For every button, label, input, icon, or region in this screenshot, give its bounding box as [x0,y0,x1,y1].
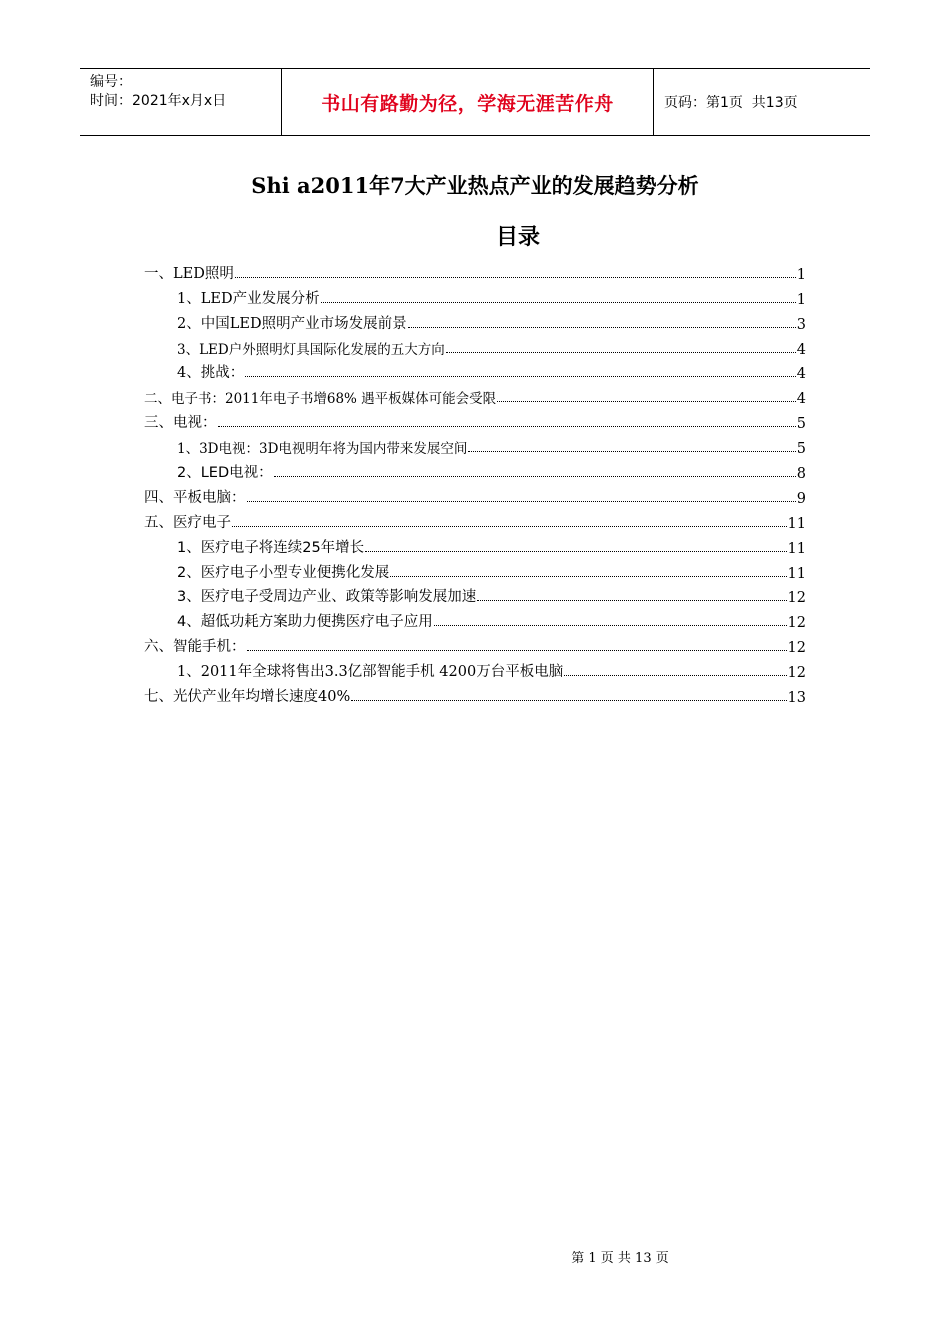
toc-entry-text: 4、超低功耗方案助力便携医疗电子应用 [177,614,433,631]
toc-entry[interactable] [144,532,806,557]
toc-entry-page: 11 [787,515,806,532]
header-page-info: 页码：第1页 共13页 [664,95,798,111]
toc-entry[interactable] [144,457,806,482]
header-motto: 书山有路勤为径，学海无涯苦作舟 [321,92,614,115]
document-header [80,68,870,136]
date-label: 时间：2021年x月x日 [90,93,227,109]
toc-leader-dots [390,576,786,577]
toc-entry-text: 3、医疗电子受周边产业、政策等影响发展加速 [177,589,477,606]
toc-leader-dots [351,700,786,701]
toc-leader-dots [477,600,786,601]
toc-entry-page: 11 [787,565,806,582]
toc-entry-text: 二、电子书：2011年电子书增68% 遇平板媒体可能会受限 [144,391,497,408]
header-motto-cell [281,69,654,135]
toc-entry-page: 8 [796,466,806,483]
toc-entry[interactable] [144,382,806,407]
toc-entry[interactable] [144,407,806,432]
toc-entry-page: 12 [787,665,806,682]
toc-entry-text: 2、LED电视： [177,465,273,482]
toc-leader-dots [468,451,795,452]
toc-entry-page: 13 [787,690,806,707]
toc-entry[interactable] [144,308,806,333]
header-page-cell [654,69,870,135]
toc-entry-page: 4 [796,366,806,383]
table-of-contents [144,258,806,706]
toc-entry-page: 4 [796,391,806,408]
toc-leader-dots [365,551,786,552]
toc-leader-dots [247,501,796,502]
toc-leader-dots [274,476,796,477]
toc-leader-dots [408,327,796,328]
toc-entry[interactable] [144,681,806,706]
toc-entry-text: 五、医疗电子 [144,514,231,531]
toc-leader-dots [235,277,796,278]
toc-entry-text: 1、LED产业发展分析 [177,290,320,307]
toc-entry[interactable] [144,507,806,532]
toc-entry-text: 一、LED照明 [144,265,234,282]
toc-entry-text: 3、LED户外照明灯具国际化发展的五大方向 [177,341,445,358]
number-label: 编号： [90,74,132,90]
toc-heading: 目录 [495,224,540,250]
header-info-cell [80,69,281,135]
toc-entry-text: 1、2011年全球将售出3.3亿部智能手机 4200万台平板电脑 [177,664,564,681]
toc-leader-dots [232,526,787,527]
toc-entry-text: 六、智能手机： [144,639,246,656]
document-title: Shi a2011年7大产业热点产业的发展趋势分析 [251,173,699,198]
toc-entry-text: 三、电视： [144,415,217,432]
toc-entry-page: 11 [787,540,806,557]
toc-entry-page: 12 [787,615,806,632]
toc-entry[interactable] [144,333,806,358]
toc-leader-dots [245,376,796,377]
toc-entry[interactable] [144,432,806,457]
toc-entry-page: 3 [796,316,806,333]
toc-entry-page: 5 [796,441,806,458]
toc-entry-text: 七、光伏产业年均增长速度40% [144,689,351,706]
toc-entry-page: 12 [787,590,806,607]
toc-entry[interactable] [144,557,806,582]
toc-entry-text: 1、医疗电子将连续25年增长 [177,539,365,556]
toc-leader-dots [497,401,796,402]
page-footer: 第 1 页 共 13 页 [571,1251,669,1266]
toc-leader-dots [218,426,796,427]
toc-entry-page: 5 [796,416,806,433]
toc-entry-page: 1 [796,291,806,308]
toc-entry-text: 1、3D电视：3D电视明年将为国内带来发展空间 [177,441,468,458]
toc-leader-dots [321,302,796,303]
toc-entry[interactable] [144,283,806,308]
toc-leader-dots [446,352,796,353]
toc-entry[interactable] [144,358,806,383]
toc-leader-dots [247,650,787,651]
toc-entry-text: 2、医疗电子小型专业便携化发展 [177,564,390,581]
toc-entry[interactable] [144,631,806,656]
toc-leader-dots [434,625,787,626]
toc-leader-dots [564,675,786,676]
toc-entry[interactable] [144,482,806,507]
toc-entry-page: 12 [787,640,806,657]
toc-entry[interactable] [144,582,806,607]
toc-entry[interactable] [144,606,806,631]
toc-entry-text: 4、挑战： [177,365,245,382]
toc-entry-page: 4 [796,341,806,358]
toc-entry-page: 1 [796,266,806,283]
toc-entry-page: 9 [796,490,806,507]
toc-entry-text: 四、平板电脑： [144,489,246,506]
toc-entry[interactable] [144,258,806,283]
toc-entry-text: 2、中国LED照明产业市场发展前景 [177,315,407,332]
toc-entry[interactable] [144,656,806,681]
